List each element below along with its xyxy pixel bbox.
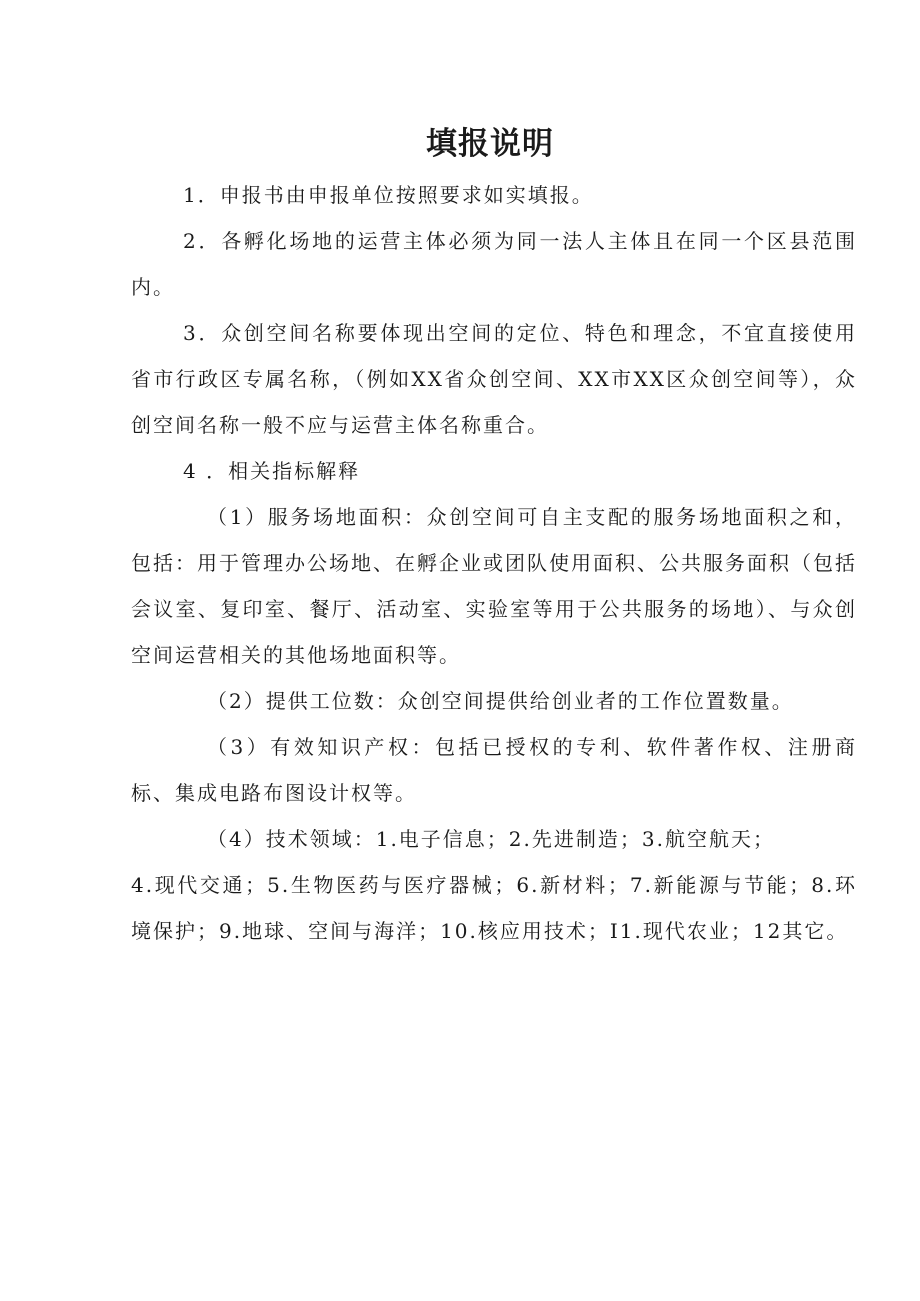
paragraph-4-4: （4）技术领域：1.电子信息；2.先进制造；3.航空航天； xyxy=(207,827,775,851)
document-body xyxy=(131,172,857,954)
paragraph-1: 1．申报书由申报单位按照要求如实填报。 xyxy=(183,183,594,207)
paragraph-4-1: （1）服务场地面积：众创空间可自主支配的服务场地面积之和，包括：用于管理办公场地、在孵企业或团队使用面积、公共服务面积（包括会议室、复印室、餐厅、活动室、实验室等用于公共服务的场地）、与众创空间运营相关的其他场地面积等。 xyxy=(131,505,857,667)
paragraph-2: 2．各孵化场地的运营主体必须为同一法人主体且在同一个区县范围内。 xyxy=(131,229,857,299)
paragraph-4-2: （2）提供工位数：众创空间提供给创业者的工作位置数量。 xyxy=(207,689,794,713)
paragraph-4-heading: 4 ．相关指标解释 xyxy=(183,459,361,483)
document-title: 填报说明 xyxy=(426,126,554,162)
paragraph-3: 3．众创空间名称要体现出空间的定位、特色和理念，不宜直接使用省市行政区专属名称，（例如XX省众创空间、XX市XX区众创空间等），众创空间名称一般不应与运营主体名称重合。 xyxy=(131,321,857,437)
paragraph-4-4-continued: 4.现代交通；5.生物医药与医疗器械；6.新材料；7.新能源与节能；8.环境保护；9.地球、空间与海洋；10.核应用技术；I1.现代农业；12其它。 xyxy=(131,873,857,943)
paragraph-4-3: （3）有效知识产权：包括已授权的专利、软件著作权、注册商标、集成电路布图设计权等。 xyxy=(131,735,857,805)
